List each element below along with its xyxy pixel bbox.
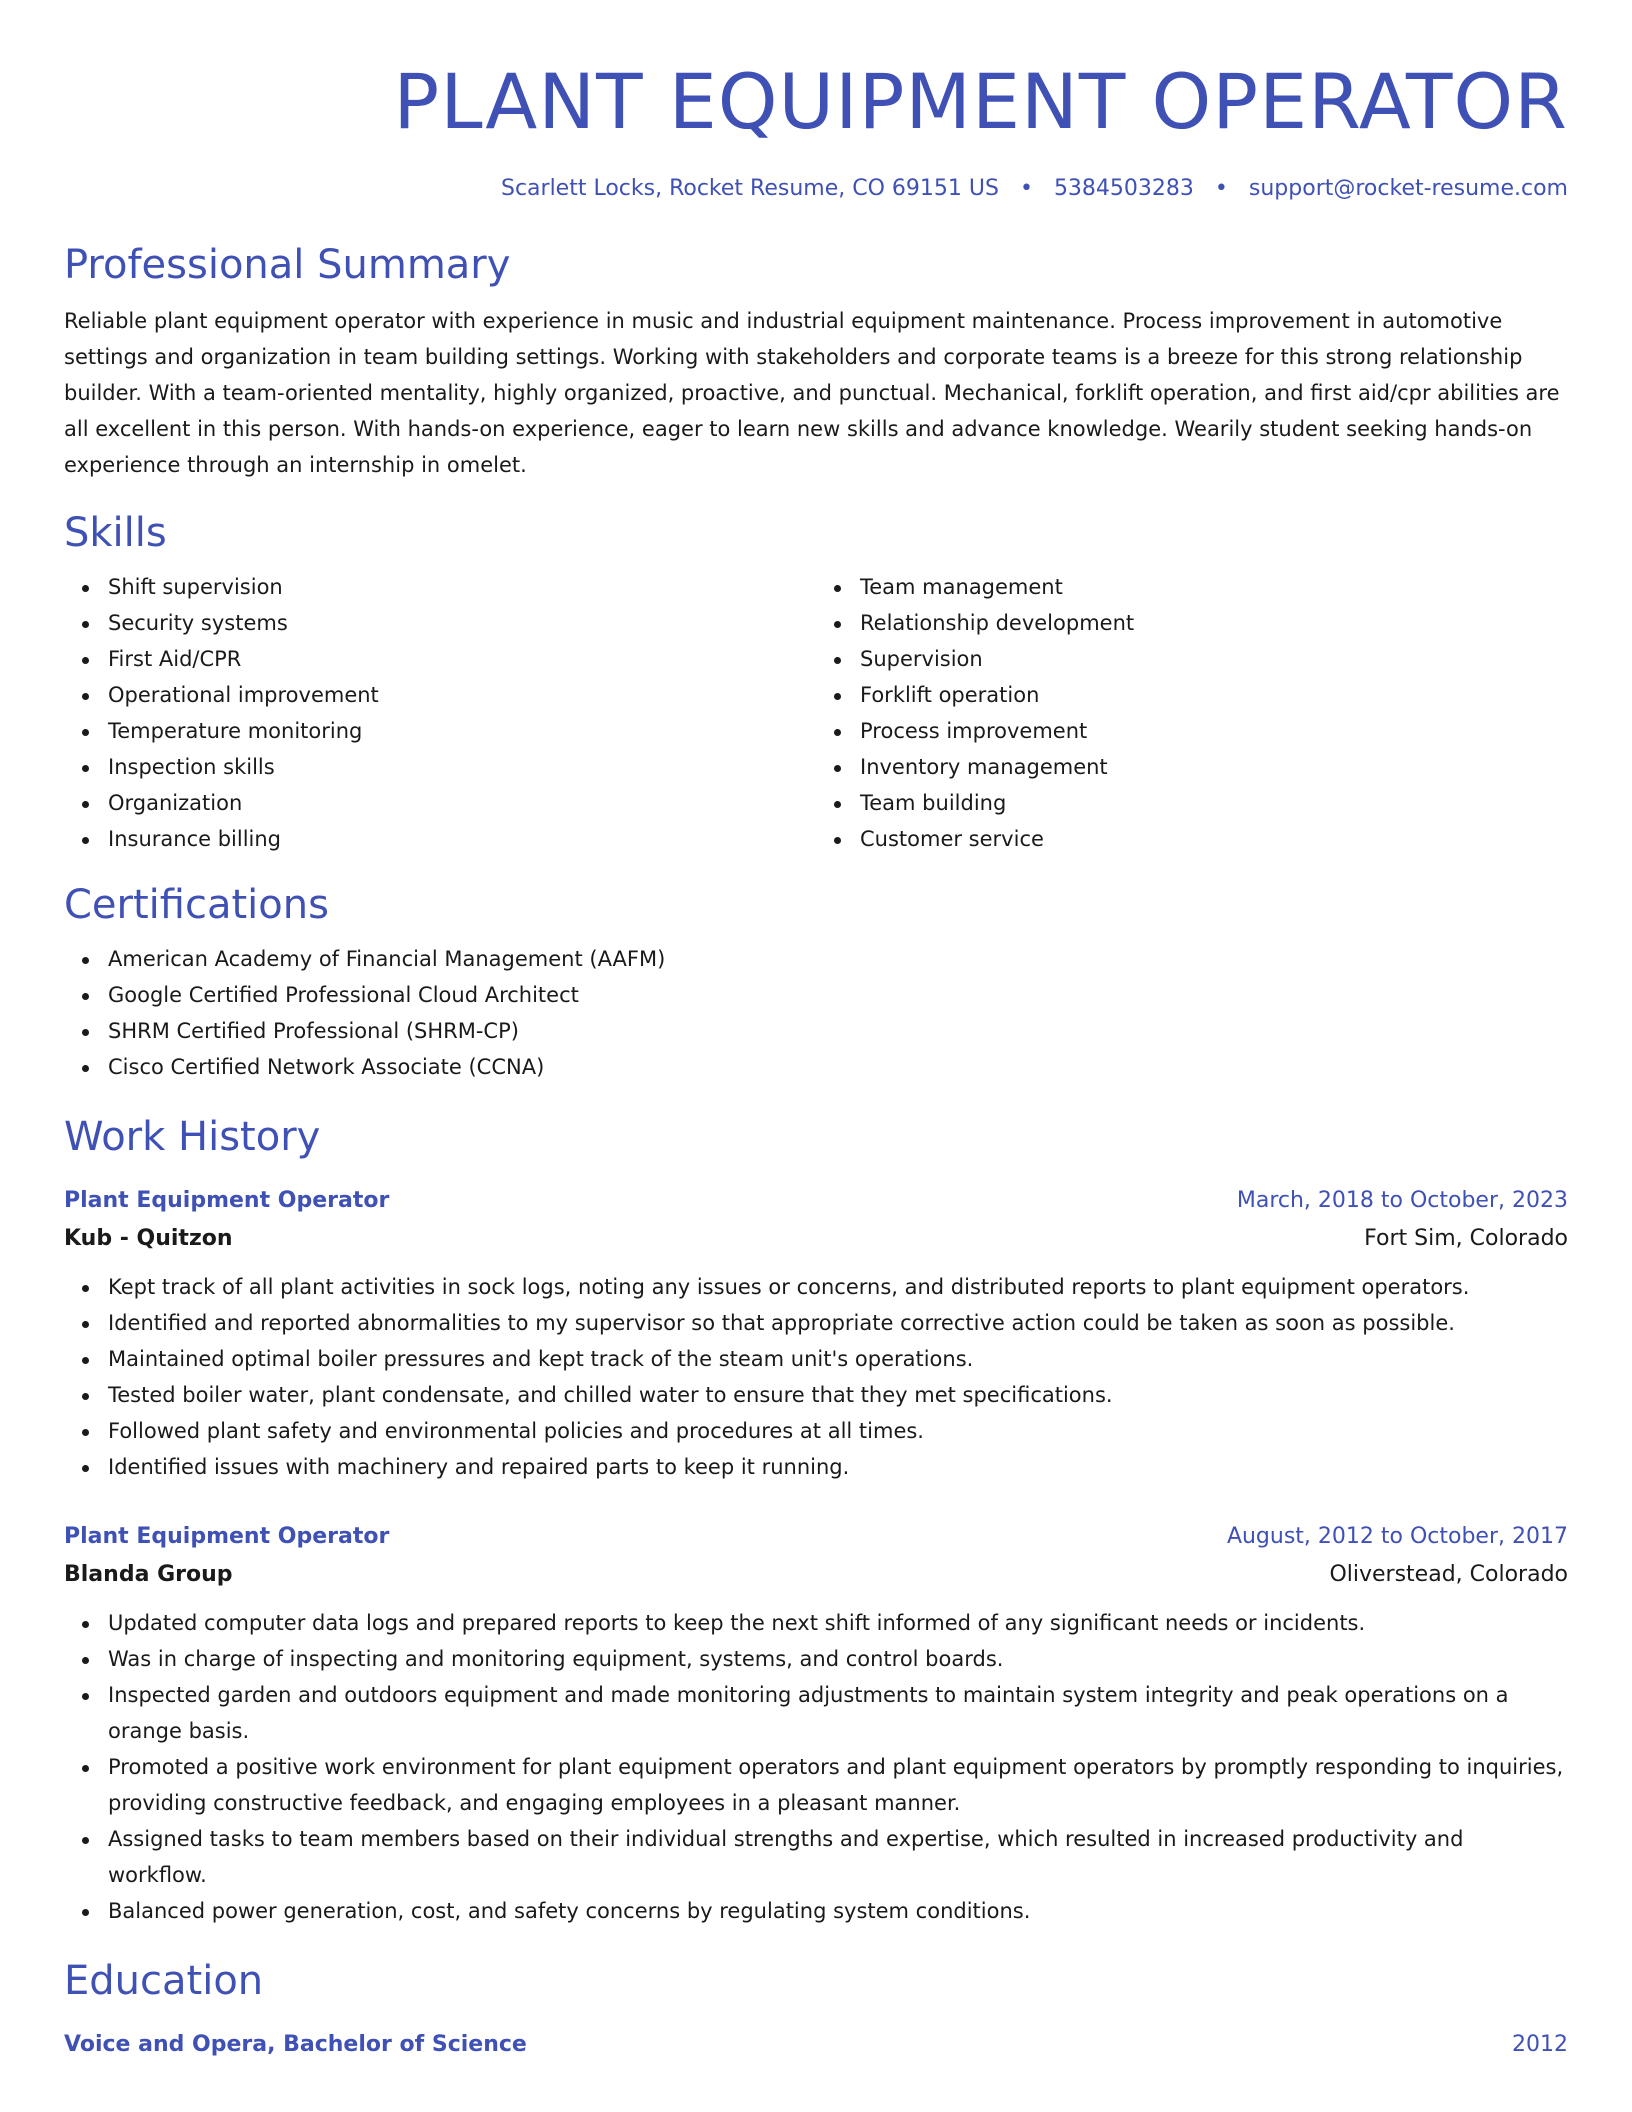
job-dates: March, 2018 to October, 2023 bbox=[1236, 1188, 1568, 1213]
resume-title: PLANT EQUIPMENT OPERATOR bbox=[393, 57, 1568, 146]
duty-item: Promoted a positive work environment for plant equipment operators and plant equipment operators by promptly responding to inquiries, providing constructive feedback, and engaging employees in a pleasant manner. bbox=[108, 1749, 1568, 1821]
job-company: Kub - Quitzon bbox=[64, 1226, 233, 1251]
skill-item: Shift supervision bbox=[108, 569, 816, 605]
duty-item: Updated computer data logs and prepared reports to keep the next shift informed of any significant needs or incidents. bbox=[108, 1605, 1568, 1641]
skill-item: Forklift operation bbox=[860, 677, 1568, 713]
contact-email: support@rocket-resume.com bbox=[1248, 176, 1568, 201]
duty-item: Identified and reported abnormalities to my supervisor so that appropriate corrective action could be taken as soon as possible. bbox=[108, 1305, 1568, 1341]
contact-address: Scarlett Locks, Rocket Resume, CO 69151 US bbox=[500, 176, 999, 201]
job-employer bbox=[64, 1555, 1568, 1595]
skill-item: Security systems bbox=[108, 605, 816, 641]
job-entry bbox=[64, 1519, 1568, 1929]
skill-item: Inventory management bbox=[860, 749, 1568, 785]
contact-phone: 5384503283 bbox=[1053, 176, 1194, 201]
skill-item: Team management bbox=[860, 569, 1568, 605]
certification-item: Google Certified Professional Cloud Architect bbox=[108, 977, 1568, 1013]
work-history-heading: Work History bbox=[64, 1114, 321, 1160]
job-header bbox=[64, 1183, 1568, 1219]
job-duties bbox=[64, 1269, 1568, 1485]
skill-item: Customer service bbox=[860, 821, 1568, 857]
job-header bbox=[64, 1519, 1568, 1555]
skill-item: Relationship development bbox=[860, 605, 1568, 641]
education-year: 2012 bbox=[1512, 2032, 1568, 2057]
skill-item: Inspection skills bbox=[108, 749, 816, 785]
skill-item: Temperature monitoring bbox=[108, 713, 816, 749]
skill-item: Organization bbox=[108, 785, 816, 821]
skill-item: Insurance billing bbox=[108, 821, 816, 857]
skill-item: First Aid/CPR bbox=[108, 641, 816, 677]
skill-item: Supervision bbox=[860, 641, 1568, 677]
job-location: Oliverstead, Colorado bbox=[1329, 1562, 1568, 1587]
job-duties bbox=[64, 1605, 1568, 1929]
duty-item: Balanced power generation, cost, and safety concerns by regulating system conditions. bbox=[108, 1893, 1568, 1929]
contact-separator: • bbox=[1019, 176, 1033, 201]
job-dates: August, 2012 to October, 2017 bbox=[1226, 1524, 1568, 1549]
duty-item: Assigned tasks to team members based on their individual strengths and expertise, which resulted in increased productivity and workflow. bbox=[108, 1821, 1568, 1893]
job-entry bbox=[64, 1183, 1568, 1485]
certification-item: SHRM Certified Professional (SHRM-CP) bbox=[108, 1013, 1568, 1049]
skill-item: Process improvement bbox=[860, 713, 1568, 749]
certifications-heading: Certifications bbox=[64, 882, 329, 928]
duty-item: Kept track of all plant activities in sock logs, noting any issues or concerns, and distributed reports to plant equipment operators. bbox=[108, 1269, 1568, 1305]
job-location: Fort Sim, Colorado bbox=[1364, 1226, 1568, 1251]
skills-heading: Skills bbox=[64, 510, 167, 556]
duty-item: Followed plant safety and environmental policies and procedures at all times. bbox=[108, 1413, 1568, 1449]
summary-heading: Professional Summary bbox=[64, 242, 511, 288]
contact-separator: • bbox=[1214, 176, 1228, 201]
job-title: Plant Equipment Operator bbox=[64, 1188, 390, 1213]
certification-item: American Academy of Financial Management (AAFM) bbox=[108, 941, 1568, 977]
skills-list-right bbox=[816, 569, 1568, 857]
duty-item: Inspected garden and outdoors equipment and made monitoring adjustments to maintain system integrity and peak operations on a orange basis. bbox=[108, 1677, 1568, 1749]
education-heading: Education bbox=[64, 1958, 264, 2004]
job-company: Blanda Group bbox=[64, 1562, 233, 1587]
job-employer bbox=[64, 1219, 1568, 1259]
job-title: Plant Equipment Operator bbox=[64, 1524, 390, 1549]
duty-item: Identified issues with machinery and repaired parts to keep it running. bbox=[108, 1449, 1568, 1485]
skills-list-left bbox=[64, 569, 816, 857]
duty-item: Tested boiler water, plant condensate, and chilled water to ensure that they met specifications. bbox=[108, 1377, 1568, 1413]
certification-item: Cisco Certified Network Associate (CCNA) bbox=[108, 1049, 1568, 1085]
contact-line bbox=[64, 176, 1568, 201]
duty-item: Maintained optimal boiler pressures and kept track of the steam unit's operations. bbox=[108, 1341, 1568, 1377]
skills-columns bbox=[64, 569, 1568, 857]
summary-text: Reliable plant equipment operator with experience in music and industrial equipment maintenance. Process improvement in automotive settings and organization in team building settings. Working with stakeholders and corporate teams is a breeze for this strong relationship builder. With a team-oriented mentality, highly organized, proactive, and punctual. Mechanical, forklift operation, and first aid/cpr abilities are all excellent in this person. With hands-on experience, eager to learn new skills and advance knowledge. Wearily student seeking hands-on experience through an internship in omelet. bbox=[64, 309, 1560, 477]
education-entry bbox=[64, 2027, 1568, 2063]
skill-item: Operational improvement bbox=[108, 677, 816, 713]
education-degree: Voice and Opera, Bachelor of Science bbox=[64, 2032, 527, 2057]
duty-item: Was in charge of inspecting and monitoring equipment, systems, and control boards. bbox=[108, 1641, 1568, 1677]
certifications-list bbox=[64, 941, 1568, 1085]
skill-item: Team building bbox=[860, 785, 1568, 821]
